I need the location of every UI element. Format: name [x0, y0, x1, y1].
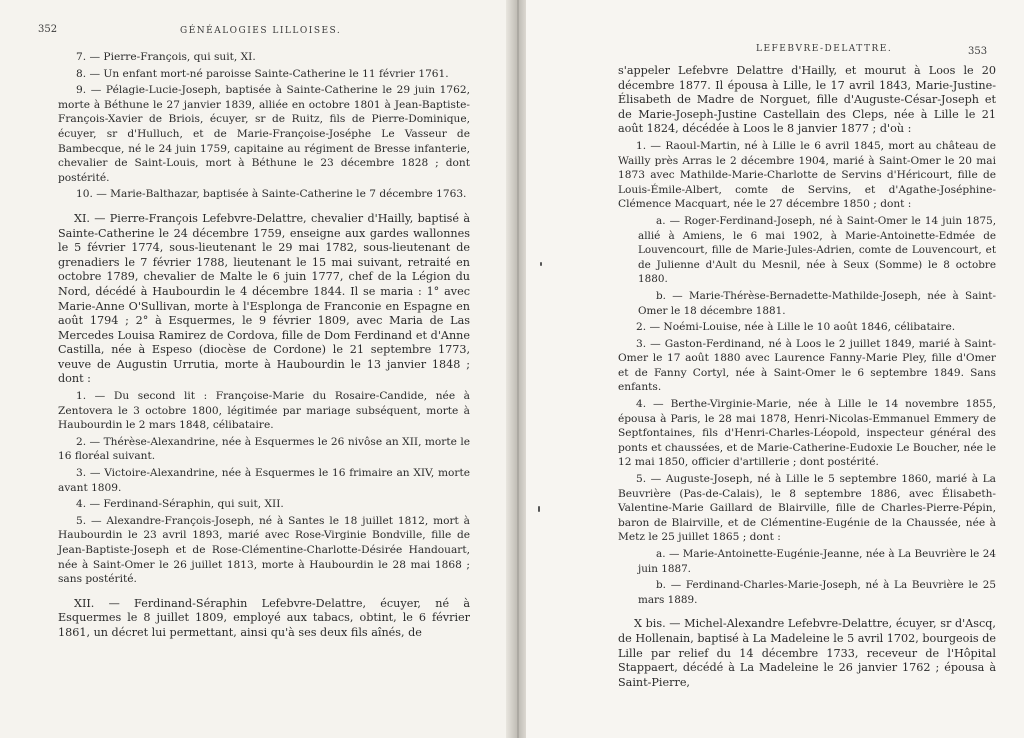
child-entry: 10. — Marie-Balthazar, baptisée à Sainte-Catherine le 7 décembre 1763.	[76, 188, 467, 201]
child-entry: a. — Marie-Antoinette-Eugénie-Jeanne, née à La Beuvrière le 24 juin 1887.	[638, 548, 996, 575]
child-entry: 2. — Noémi-Louise, née à Lille le 10 août 1846, célibataire.	[636, 321, 956, 334]
child-entry: a. — Roger-Ferdinand-Joseph, né à Saint-Omer le 14 juin 1875, allié à Amiens, le 6 mai 1902, à Marie-Antoinette-Edmée de Louvencourt, fille de Marie-Jules-Adrien, comte de Louvencourt, et de Julienne d'Ault du Mesnil, née à Seux (Somme) le 8 octobre 1880.	[638, 214, 996, 286]
left-page-text	[58, 50, 470, 643]
generation-entry: XII. — Ferdinand-Séraphin Lefebvre-Delattre, écuyer, né à Esquermes le 8 juillet 1809, employé aux tabacs, obtint, le 6 février 1861, un décret lui permettant, ainsi qu'à ses deux fils aînés, de	[58, 596, 470, 639]
child-entry: 3. — Victoire-Alexandrine, née à Esquermes le 16 frimaire an XIV, morte avant 1809.	[58, 467, 470, 494]
generation-entry: X bis. — Michel-Alexandre Lefebvre-Delattre, écuyer, sr d'Ascq, de Hollenain, baptisé à La Madeleine le 5 avril 1702, bourgeois de Lille par relief du 14 décembre 1733, receveur de l'Hôpital Stappaert, décédé à La Madeleine le 26 janvier 1762 ; épousa à Saint-Pierre,	[618, 617, 996, 689]
page-speck	[540, 262, 542, 266]
child-entry: 1. — Raoul-Martin, né à Lille le 6 avril 1845, mort au château de Wailly près Arras le 2 décembre 1904, marié à Saint-Omer le 20 mai 1873 avec Mathilde-Marie-Charlotte de Servins d'Héricourt, fille de Louis-Émile-Albert, comte de Servins, et d'Agathe-Joséphine-Clémence Macquart, née le 27 décembre 1850 ; dont :	[618, 139, 996, 211]
child-entry: 2. — Thérèse-Alexandrine, née à Esquermes le 26 nivôse an XII, morte le 16 floréal suivant.	[58, 435, 470, 463]
right-page	[526, 0, 1024, 738]
child-entry: 7. — Pierre-François, qui suit, XI.	[76, 51, 256, 63]
child-entry: 8. — Un enfant mort-né paroisse Sainte-Catherine le 11 février 1761.	[76, 67, 449, 80]
right-page-text	[618, 64, 996, 692]
right-running-header: LEFEBVRE-DELATTRE.	[756, 44, 893, 54]
left-page	[0, 0, 510, 738]
child-entry: 9. — Pélagie-Lucie-Joseph, baptisée à Sainte-Catherine le 29 juin 1762, morte à Béthune le 27 janvier 1839, alliée en octobre 1801 à Jean-Baptiste-François-Xavier de Briois, écuyer, sr de Ruitz, fils de Pierre-Dominique, écuyer, sr d'Hulluch, et de Marie-Françoise-Joséphe Le Vasseur de Bambecque, né le 24 juin 1759, capitaine au régiment de Bresse infanterie, chevalier de Saint-Louis, mort à Béthune le 23 décembre 1828 ; dont postérité.	[58, 84, 470, 184]
child-entry: b. — Marie-Thérèse-Bernadette-Mathilde-Joseph, née à Saint-Omer le 18 décembre 1881.	[638, 289, 996, 317]
child-entry: 4. — Berthe-Virginie-Marie, née à Lille le 14 novembre 1855, épousa à Paris, le 28 mai 1878, Henri-Nicolas-Emmanuel Emmery de Septfontaines, fils d'Henri-Charles-Léopold, inspecteur général des ponts et chaussées, et de Marie-Catherine-Eudoxie Le Boucher, née le 12 mai 1850, officier d'artillerie ; dont postérité.	[618, 398, 996, 469]
generation-entry: XI. — Pierre-François Lefebvre-Delattre, chevalier d'Hailly, baptisé à Sainte-Catherine le 24 décembre 1759, enseigne aux gardes wallonnes le 5 février 1774, sous-lieutenant le 29 mai 1782, sous-lieutenant de grenadiers le 7 février 1788, lieutenant le 15 mai suivant, retraité en octobre 1789, chevalier de Malte le 6 juin 1777, chef de la Légion du Nord, décédé à Haubourdin le 4 décembre 1844. Il se maria : 1° avec Marie-Anne O'Sullivan, morte à l'Esplonga de Franconie en Espagne en août 1794 ; 2° à Esquermes, le 9 février 1809, avec Maria de Las Mercedes Louisa Ramirez de Cordova, fille de Dom Ferdinand et d'Anne Castilla, née à Espeso (diocèse de Cordone) le 21 septembre 1773, veuve de Augustin Urrutia, morte à Haubourdin le 13 janvier 1848 ; dont :	[58, 211, 470, 386]
child-entry: 1. — Du second lit : Françoise-Marie du Rosaire-Candide, née à Zentovera le 3 octobre 1800, légitimée par mariage subséquent, morte à Haubourdin le 2 mars 1848, célibataire.	[58, 390, 470, 432]
child-entry: 5. — Auguste-Joseph, né à Lille le 5 septembre 1860, marié à La Beuvrière (Pas-de-Calais), le 8 septembre 1886, avec Élisabeth-Valentine-Marie Gaillard de Blairville, fille de Charles-Pierre-Pépin, baron de Blairville, et de Clémentine-Eugénie de la Chaussée, née à Metz le 25 juillet 1865 ; dont :	[618, 473, 996, 544]
continued-text: s'appeler Lefebvre Delattre d'Hailly, et mourut à Loos le 20 décembre 1877. Il épousa à Lille, le 17 avril 1843, Marie-Justine-Élisabeth de Madre de Norguet, fille d'Auguste-César-Joseph et de Marie-Joseph-Justine Castellain des Cleps, née à Lille le 21 août 1824, décédée à Loos le 8 janvier 1877 ; d'où :	[618, 64, 996, 136]
child-entry: 4. — Ferdinand-Séraphin, qui suit, XII.	[76, 498, 284, 511]
child-entry: 5. — Alexandre-François-Joseph, né à Santes le 18 juillet 1812, mort à Haubourdin le 23 avril 1893, marié avec Rose-Virginie Bondville, fille de Jean-Baptiste-Joseph et de Rose-Clémentine-Charlotte-Désirée Handouart, née à Saint-Omer le 26 juillet 1813, morte à Haubourdin le 28 mai 1868 ; sans postérité.	[58, 514, 470, 586]
child-entry: 3. — Gaston-Ferdinand, né à Loos le 2 juillet 1849, marié à Saint-Omer le 17 août 1880 avec Laurence Fanny-Marie Pley, fille d'Omer et de Fanny Cortyl, née à Saint-Omer le 6 septembre 1849. Sans enfants.	[618, 337, 996, 394]
child-entry: b. — Ferdinand-Charles-Marie-Joseph, né à La Beuvrière le 25 mars 1889.	[638, 579, 996, 606]
left-running-header: GÉNÉALOGIES LILLOISES.	[180, 26, 342, 36]
left-page-number: 352	[38, 24, 58, 35]
right-page-number: 353	[968, 46, 988, 57]
page-speck	[538, 506, 540, 512]
